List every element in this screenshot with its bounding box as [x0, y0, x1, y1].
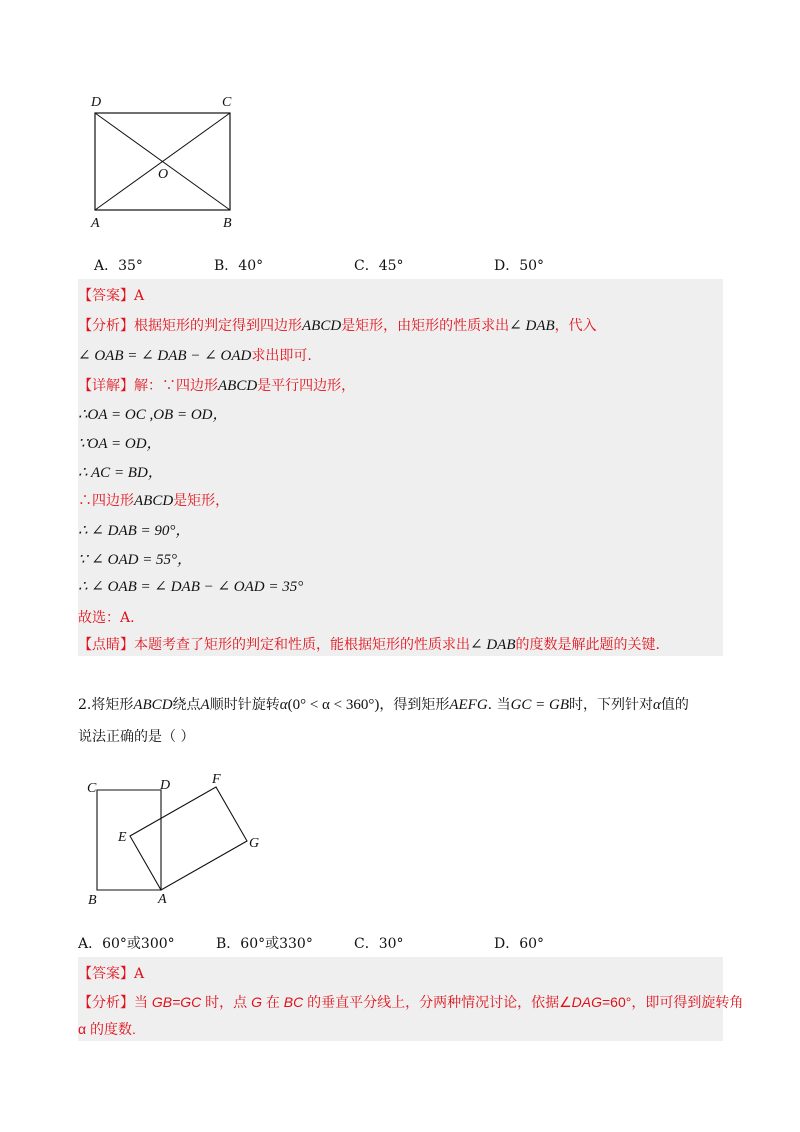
q1-option-d[interactable]: D．50°: [494, 258, 545, 274]
answer-tag: 【答案】: [78, 288, 134, 304]
q1-detail-line-7: ∵ ∠ OAD = 55°，: [78, 552, 193, 568]
label-o: O: [158, 167, 169, 182]
figure-rotated-rectangles: [80, 765, 280, 910]
math-angle-dab: ∠ DAB: [470, 637, 516, 653]
label-e: E: [118, 830, 127, 845]
q1-detail-line-3: ∵OA = OD，: [78, 436, 162, 452]
label-d: D: [160, 778, 171, 793]
answer-value: A: [134, 288, 145, 304]
math-g: G: [251, 994, 262, 1010]
math-expression: ∠ OAB = ∠ DAB − ∠ OAD: [78, 348, 252, 364]
q1-analysis-line-1: [78, 315, 597, 335]
q2-option-c[interactable]: C．30°: [354, 936, 404, 952]
math-dag: DAG: [571, 994, 602, 1010]
label-b: B: [223, 216, 232, 231]
analysis-text: 当: [134, 994, 152, 1010]
q1-detail-line-8: ∴ ∠ OAB = ∠ DAB − ∠ OAD = 35°: [78, 579, 304, 595]
q2-options: [78, 933, 678, 955]
q2-option-b[interactable]: B．60°或330°: [216, 936, 313, 952]
q2-option-a[interactable]: A．60°或300°: [78, 936, 175, 952]
analysis-text: 是矩形，由矩形的性质求出: [341, 318, 510, 334]
math-a: A: [200, 697, 210, 713]
label-f: F: [212, 772, 221, 787]
label-c: C: [87, 781, 97, 796]
label-b: B: [88, 893, 97, 908]
detail-text: ∴四边形: [78, 493, 134, 509]
label-a: A: [158, 892, 167, 907]
analysis-text: 的垂直平分线上，分两种情况讨论，依据∠: [303, 994, 572, 1010]
math-abcd: ABCD: [134, 493, 174, 509]
question-number: 2.: [78, 697, 92, 713]
stem-text: 将矩形: [91, 697, 134, 713]
math-abcd: ABCD: [218, 378, 258, 394]
math-gc-gb: GC = GB: [510, 697, 570, 713]
comment-text: 本题考查了矩形的判定和性质，能根据矩形的性质求出: [134, 637, 470, 653]
q1-comment-line: [78, 634, 660, 654]
analysis-text: 在: [261, 994, 284, 1010]
stem-text: . 当: [487, 697, 511, 713]
stem-text: 顺时针旋转: [209, 697, 280, 713]
detail-text: 是平行四边形，: [257, 378, 356, 394]
q1-detail-line-4: ∴ AC = BD，: [78, 465, 163, 481]
q1-detail-line-6: ∴ ∠ DAB = 90°，: [78, 523, 191, 539]
stem-text: 值的: [660, 697, 689, 713]
q2-analysis-line-1: [78, 992, 743, 1012]
label-g: G: [249, 836, 260, 851]
analysis-tag: 【分析】: [78, 994, 134, 1010]
q1-choose-line: 故选：A.: [78, 610, 135, 626]
q2-stem-line-2: 说法正确的是（ ）: [78, 729, 195, 745]
q2-analysis-line-2: α 的度数.: [78, 1021, 136, 1037]
q1-option-b[interactable]: B．40°: [214, 258, 264, 274]
analysis-text: ，代入: [554, 318, 597, 334]
q1-detail-line-2: ∴OA = OC ,OB = OD，: [78, 407, 228, 423]
answer-tag: 【答案】: [78, 966, 134, 982]
q2-option-d[interactable]: D．60°: [494, 936, 545, 952]
comment-text: 的度数是解此题的关键.: [515, 637, 660, 653]
q2-stem-line-1: [78, 694, 689, 714]
label-c: C: [222, 95, 232, 110]
q1-answer-line: [78, 285, 144, 305]
q1-options: [90, 255, 690, 277]
math-abcd: ABCD: [133, 697, 173, 713]
label-a: A: [91, 216, 100, 231]
analysis-text: 求出即可.: [251, 348, 312, 364]
detail-text: 是矩形，: [173, 493, 230, 509]
math-angle-dab: ∠ DAB: [509, 318, 555, 334]
math-alpha: α: [653, 697, 661, 713]
detail-text: 解：∵四边形: [134, 378, 218, 394]
answer-value: A: [134, 966, 145, 982]
q2-solution-panel: [78, 957, 744, 1041]
stem-text: 时，下列针对: [569, 697, 654, 713]
figure-rectangle-abcd: [80, 88, 260, 233]
q1-solution-panel: [78, 279, 723, 656]
q1-detail-line-1: [78, 375, 355, 395]
math-bc: BC: [283, 994, 304, 1010]
stem-text: 绕点: [172, 697, 201, 713]
math-alpha: α: [279, 697, 288, 713]
analysis-text: 时，点: [201, 994, 252, 1010]
math-gb-gc: GB=GC: [151, 994, 202, 1010]
math-range: (0° < α < 360°): [287, 697, 380, 713]
analysis-text: =60°，即可得到旋转角: [602, 994, 744, 1010]
analysis-text: 根据矩形的判定得到四边形: [134, 318, 302, 334]
q1-option-a[interactable]: A．35°: [94, 258, 143, 274]
q1-analysis-line-2: [78, 345, 312, 365]
stem-text: ，得到矩形: [379, 697, 450, 713]
detail-tag: 【详解】: [78, 378, 134, 394]
comment-tag: 【点睛】: [78, 637, 134, 653]
analysis-tag: 【分析】: [78, 318, 134, 334]
q1-option-c[interactable]: C．45°: [354, 258, 404, 274]
q2-answer-line: [78, 963, 144, 983]
q1-detail-line-5: [78, 490, 229, 510]
label-d: D: [91, 95, 102, 110]
math-aefg: AEFG: [449, 697, 488, 713]
math-abcd: ABCD: [302, 318, 342, 334]
